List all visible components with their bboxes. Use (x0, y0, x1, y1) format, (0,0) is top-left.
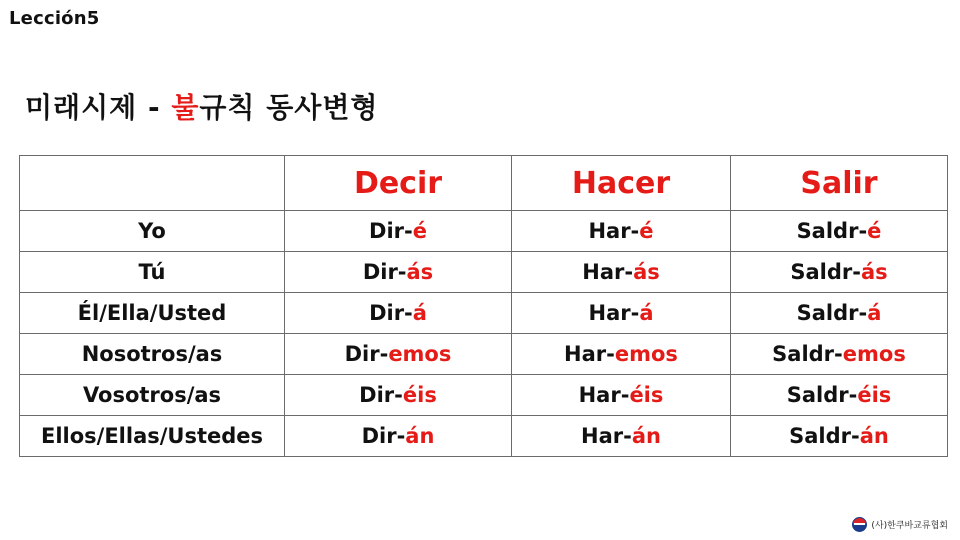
title-part1: 미래시제 - (25, 91, 172, 124)
verb-stem: Saldr- (796, 219, 868, 243)
verb-ending: éis (857, 383, 892, 407)
verb-stem: Har- (578, 383, 630, 407)
conjugation-cell (731, 416, 948, 457)
table-row (20, 252, 948, 293)
verb-ending: emos (614, 342, 678, 366)
verb-ending: é (412, 219, 427, 243)
header-verb-salir: Salir (731, 156, 948, 211)
conjugation-cell (731, 293, 948, 334)
header-verb-hacer: Hacer (512, 156, 731, 211)
title-part3: 규칙 동사변형 (199, 91, 379, 124)
conjugation-cell (285, 416, 512, 457)
verb-ending: ás (406, 260, 434, 284)
verb-stem: Dir- (361, 424, 406, 448)
verb-ending: ás (633, 260, 660, 284)
pronoun-cell: Yo (20, 211, 285, 252)
verb-ending: á (867, 301, 882, 325)
verb-stem: Saldr- (790, 260, 861, 284)
footer (852, 517, 948, 532)
table-row (20, 416, 948, 457)
conjugation-cell (285, 252, 512, 293)
conjugation-cell (285, 375, 512, 416)
verb-ending: án (859, 424, 889, 448)
verb-ending: emos (842, 342, 906, 366)
association-logo-icon (852, 517, 867, 532)
verb-stem: Dir- (359, 383, 403, 407)
conjugation-cell (512, 416, 731, 457)
verb-stem: Saldr- (772, 342, 843, 366)
verb-stem: Har- (582, 260, 634, 284)
slide-title (25, 86, 378, 126)
verb-ending: án (631, 424, 661, 448)
verb-ending: éis (629, 383, 664, 407)
verb-ending: éis (402, 383, 437, 407)
verb-stem: Saldr- (789, 424, 860, 448)
conjugation-cell (512, 334, 731, 375)
verb-ending: é (639, 219, 654, 243)
verb-stem: Har- (564, 342, 615, 366)
conjugation-cell (285, 293, 512, 334)
pronoun-cell: Nosotros/as (20, 334, 285, 375)
verb-ending: emos (388, 342, 452, 366)
verb-ending: á (412, 301, 427, 325)
conjugation-cell (285, 211, 512, 252)
table-row (20, 375, 948, 416)
footer-text: (사)한쿠바교류협회 (871, 521, 948, 531)
verb-stem: Saldr- (796, 301, 868, 325)
verb-ending: é (867, 219, 882, 243)
table-row (20, 293, 948, 334)
verb-stem: Har- (588, 219, 640, 243)
conjugation-cell (731, 334, 948, 375)
verb-stem: Saldr- (786, 383, 858, 407)
conjugation-cell (512, 375, 731, 416)
table-row (20, 334, 948, 375)
lesson-label: Lección5 (9, 8, 100, 29)
verb-ending: á (639, 301, 654, 325)
conjugation-cell (731, 375, 948, 416)
table-row (20, 211, 948, 252)
conjugation-cell (285, 334, 512, 375)
conjugation-cell (731, 252, 948, 293)
pronoun-cell: Ellos/Ellas/Ustedes (20, 416, 285, 457)
pronoun-cell: Tú (20, 252, 285, 293)
header-row (20, 156, 948, 211)
conjugation-cell (512, 293, 731, 334)
conjugation-cell (512, 252, 731, 293)
verb-ending: án (405, 424, 435, 448)
verb-stem: Har- (581, 424, 632, 448)
verb-stem: Har- (588, 301, 640, 325)
pronoun-cell: Él/Ella/Usted (20, 293, 285, 334)
verb-stem: Dir- (362, 260, 407, 284)
title-part2-red: 불 (171, 91, 200, 124)
pronoun-cell: Vosotros/as (20, 375, 285, 416)
verb-ending: ás (860, 260, 888, 284)
header-verb-decir: Decir (285, 156, 512, 211)
verb-stem: Dir- (344, 342, 389, 366)
conjugation-table (19, 155, 948, 457)
conjugation-cell (512, 211, 731, 252)
verb-stem: Dir- (369, 301, 413, 325)
verb-stem: Dir- (369, 219, 413, 243)
conjugation-cell (731, 211, 948, 252)
header-empty-cell (20, 156, 285, 211)
